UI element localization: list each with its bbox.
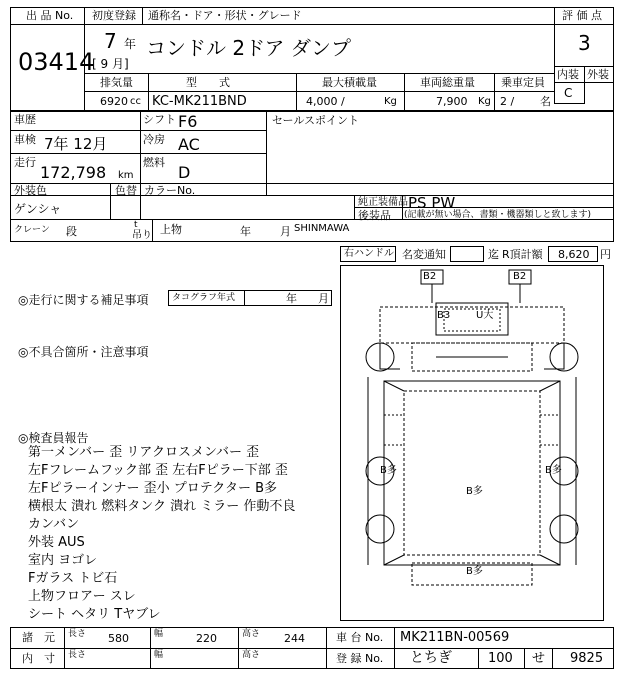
- displacement-unit: cc: [130, 96, 141, 107]
- model-label: 型 式: [186, 76, 230, 89]
- fuel-value: D: [178, 163, 191, 182]
- report-line: Fガラス トビ石: [28, 571, 118, 586]
- lot-number: 03414: [18, 48, 95, 76]
- report-label: ◎検査員報告: [18, 431, 89, 445]
- max-load-unit: Kg: [384, 96, 397, 107]
- gross-weight-label: 車両総重量: [420, 76, 475, 89]
- displacement-value: 6920: [100, 95, 128, 108]
- interior-dims-label: 内 寸: [22, 652, 55, 665]
- first-reg-year: 7: [104, 29, 117, 53]
- equipment-value: PS PW: [408, 194, 456, 212]
- reg-region: とちぎ: [410, 650, 452, 666]
- meter-unit: 円: [600, 248, 611, 261]
- in-height-label: 高さ: [242, 650, 261, 660]
- tachograph-year: 年: [286, 292, 297, 305]
- report-line: 室内 ヨゴレ: [28, 553, 98, 568]
- model-value: KC-MK211BND: [152, 94, 247, 109]
- mileage-note-label: 迄: [488, 248, 499, 261]
- mark-b-many-tailgate: B多: [466, 566, 483, 577]
- gross-weight-value: 7,900: [436, 95, 468, 108]
- color-label: 外装色: [14, 184, 47, 197]
- reg-number: 9825: [570, 651, 604, 666]
- body-year: 年: [240, 225, 251, 238]
- color-value: ゲンシャ: [14, 202, 62, 216]
- report-line: シート ヘタリ Tヤブレ: [28, 607, 161, 622]
- max-load-label: 最大積載量: [322, 76, 377, 89]
- shift-label: シフト: [143, 113, 176, 126]
- mileage-unit: km: [118, 170, 134, 181]
- inspection-label: 車検: [14, 133, 36, 146]
- crane-label: クレーン: [14, 225, 50, 235]
- mark-b2-left: B2: [423, 271, 437, 282]
- body-month: 月: [280, 225, 291, 238]
- capacity-unit: 名: [540, 95, 551, 108]
- mark-b-many-right: B多: [545, 465, 562, 476]
- height-value: 244: [284, 632, 305, 645]
- tachograph-label: タコグラフ年式: [172, 293, 236, 303]
- score-label: 評 価 点: [562, 9, 602, 22]
- color-code-label: カラーNo.: [144, 184, 196, 197]
- chassis-label: 車 台 No.: [336, 631, 384, 644]
- cab-front: [380, 307, 564, 343]
- bed-outline: [384, 381, 560, 565]
- first-reg-month: [ 9 月]: [92, 57, 129, 71]
- report-line: 外装 AUS: [28, 535, 85, 550]
- history-label: 車歴: [14, 113, 36, 126]
- dims-label: 諸 元: [22, 631, 55, 644]
- meter-value: 8,620: [558, 248, 590, 261]
- shift-value: F6: [178, 112, 198, 131]
- reg-kana: せ: [532, 651, 546, 666]
- fuel-label: 燃料: [143, 156, 165, 169]
- interior-grade: C: [564, 86, 573, 100]
- equipment-label: 純正装備品: [358, 197, 408, 208]
- capacity-value: 2 /: [500, 95, 515, 108]
- body-maker: SHINMAWA: [294, 223, 350, 234]
- width-label: 幅: [154, 629, 164, 639]
- chassis-value: MK211BN-00569: [400, 630, 510, 645]
- meter-change-label: 名変通知: [402, 248, 446, 261]
- steering-label: 右ハンドル: [344, 248, 394, 259]
- displacement-label: 排気量: [100, 76, 133, 89]
- reg-label: 登 録 No.: [336, 652, 384, 665]
- capacity-label: 乗車定員: [501, 76, 545, 89]
- name-label: 通称名・ドア・形状・グレード: [148, 9, 302, 22]
- length-label: 長さ: [68, 629, 87, 639]
- ac-label: 冷房: [143, 133, 165, 146]
- aftermarket-note: (記載が無い場合、書類・機器類しと致します): [404, 210, 592, 220]
- report-line: 左Fピラーインナー 歪小 プロテクター B多: [28, 481, 278, 496]
- ac-value: AC: [178, 135, 200, 154]
- meter-label: R頂計額: [502, 248, 543, 261]
- length-value: 580: [108, 632, 129, 645]
- mark-b-many-bed: B多: [466, 486, 483, 497]
- wheel-rear2-left: [366, 515, 394, 543]
- first-reg-year-unit: 年: [124, 37, 137, 51]
- bed-inner: [404, 391, 540, 555]
- mileage-value: 172,798: [40, 163, 107, 182]
- mark-u-large: U大: [476, 310, 494, 321]
- report-lines: [28, 446, 295, 626]
- in-width-label: 幅: [154, 650, 164, 660]
- max-load-value: 4,000 /: [306, 95, 345, 108]
- first-reg-label: 初度登録: [92, 9, 136, 22]
- color-change-label: 色替: [115, 184, 137, 197]
- mark-b3: B3: [437, 310, 451, 321]
- mark-b2-right: B2: [513, 271, 527, 282]
- selling-points-label: セールスポイント: [272, 114, 360, 127]
- gross-weight-unit: Kg: [478, 96, 491, 107]
- mileage-label: 走行: [14, 156, 36, 169]
- vehicle-name: コンドル 2ドア ダンプ: [146, 36, 352, 60]
- lot-label: 出 品 No.: [26, 9, 74, 22]
- report-line: 上物フロアー スレ: [28, 589, 136, 604]
- tachograph-month: 月: [318, 292, 329, 305]
- aftermarket-label: 後装品: [358, 209, 391, 222]
- meter-change-box: [450, 246, 484, 262]
- score-value: 3: [578, 31, 591, 55]
- interior-label: 内装: [557, 68, 579, 81]
- mark-b-many-left: B多: [380, 465, 397, 476]
- exterior-label: 外装: [587, 68, 609, 81]
- report-line: 横根太 潰れ 燃料タンク 潰れ ミラー 作動不良: [28, 499, 296, 514]
- report-line: 左Fフレームフック部 歪 左右Fピラー下部 歪: [28, 463, 288, 478]
- driving-notes-label: ◎走行に関する補足事項: [18, 293, 149, 307]
- wheel-rear2-right: [550, 515, 578, 543]
- crane-stage: 段: [66, 225, 77, 238]
- height-label: 高さ: [242, 629, 261, 639]
- reg-class: 100: [488, 651, 513, 666]
- in-length-label: 長さ: [68, 650, 87, 660]
- body-label: 上物: [160, 223, 182, 236]
- defects-label: ◎不具合箇所・注意事項: [18, 345, 149, 359]
- report-line: 第一メンバー 歪 リアクロスメンバー 歪: [28, 445, 260, 460]
- inspection-value: 7年 12月: [44, 135, 108, 153]
- width-value: 220: [196, 632, 217, 645]
- report-line: カンバン: [28, 517, 80, 532]
- crane-hang: 吊り: [132, 230, 152, 241]
- crane-ton: t: [134, 220, 138, 230]
